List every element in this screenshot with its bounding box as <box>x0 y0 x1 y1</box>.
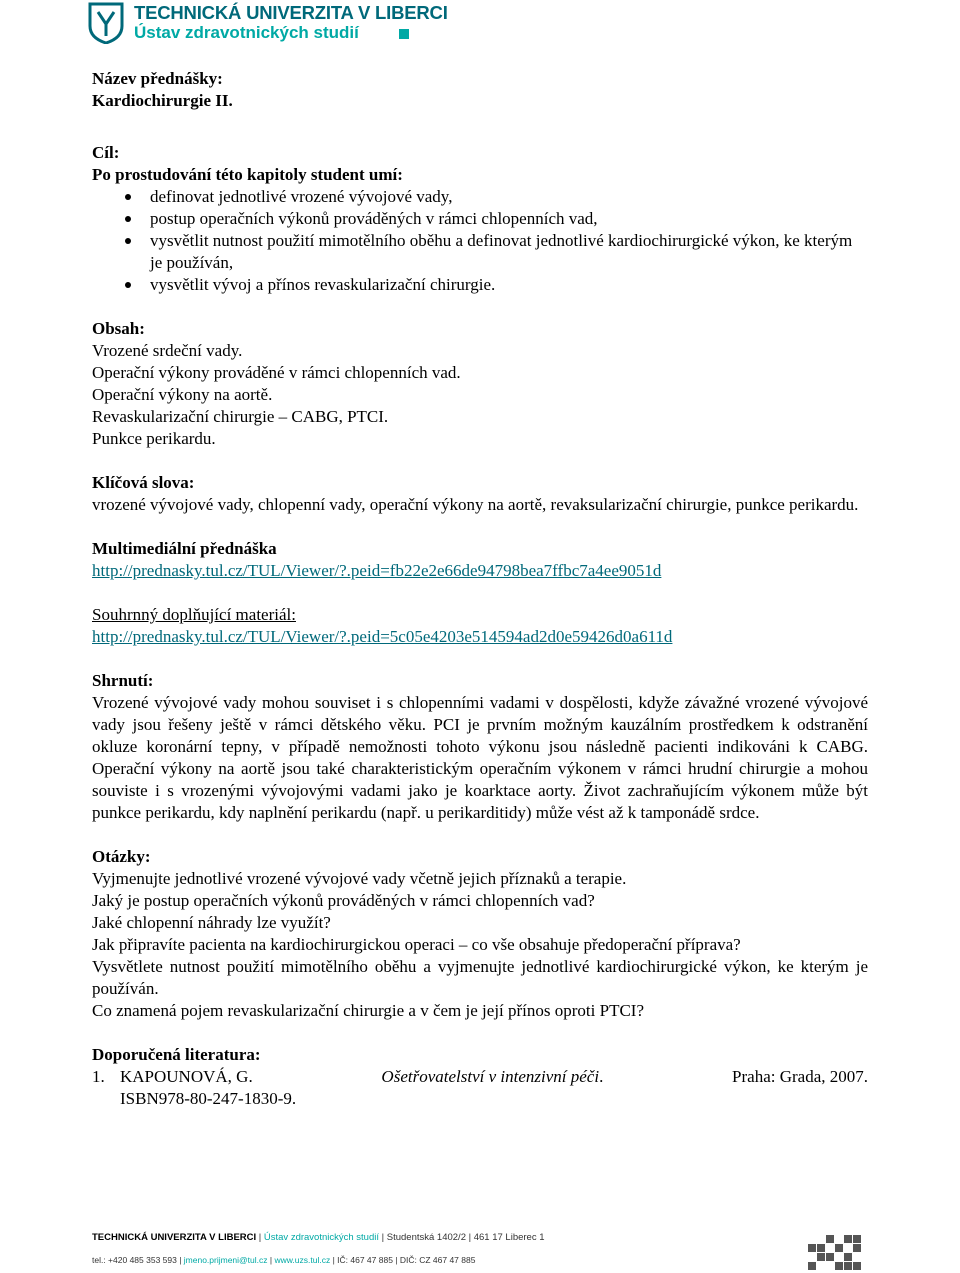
supplement-label: Souhrnný doplňující materiál: <box>92 605 296 624</box>
footer-university: TECHNICKÁ UNIVERZITA V LIBERCI <box>92 1232 257 1243</box>
keywords-section <box>92 472 868 516</box>
summary-text: Vrozené vývojové vady mohou souviset i s chlopenními vadami v dospělosti, kdyže závažné vrozené vývojové vady jsou řešeny ještě v rámci dětského věku. PCI je prvním možným kauzálním prostředkem k odstranění okluze koronární tepny, v případě nemožnosti tohoto výkonu jsou následně pacienti indikováni k CABG. Operační výkony na aortě jsou také charakteristickým operačním výkonem v rámci hrudní chirurgie a mohou souviste i s vrozenými vývojovými vadami jako je koarktace aorty. Život zachraňujícím výkonem může být punkce perikardu, kdy naplnění perikardu (např. u perikarditidy) může vést až k tamponádě srdce. <box>92 693 868 822</box>
goal-label: Cíl: <box>92 143 120 162</box>
footer-address: Studentská 1402/2 <box>386 1232 466 1243</box>
university-emblem-icon <box>88 2 124 44</box>
literature-label: Doporučená literatura: <box>92 1045 261 1064</box>
footer-institute: Ústav zdravotnických studií <box>263 1232 379 1243</box>
footer-ic: IČ: 467 47 885 <box>337 1255 393 1265</box>
footer-web[interactable]: www.uzs.tul.cz <box>274 1255 331 1265</box>
multimedia-label: Multimediální přednáška <box>92 539 277 558</box>
goal-section <box>92 142 868 296</box>
question-item: Vysvětlete nutnost použití mimotělního oběhu a vyjmenujte jednotlivé kardiochirurgické výkon, ke kterým je používán. <box>92 957 868 998</box>
contents-item: Operační výkony prováděné v rámci chlopenních vad. <box>92 363 461 382</box>
header-university-name: TECHNICKÁ UNIVERZITA V LIBERCI <box>134 2 448 23</box>
question-item: Vyjmenujte jednotlivé vrozené vývojové vady včetně jejich příznaků a terapie. <box>92 869 627 888</box>
multimedia-section <box>92 538 868 582</box>
literature-isbn: ISBN978-80-247-1830-9. <box>120 1089 297 1108</box>
goal-item: postup operačních výkonů prováděných v rámci chlopenních vad, <box>92 208 868 230</box>
multimedia-link[interactable]: http://prednasky.tul.cz/TUL/Viewer/?.peid=fb22e2e66de94798bea7ffbc7a4ee9051d <box>92 561 662 580</box>
literature-number: 1. <box>92 1067 105 1086</box>
literature-publisher: Praha: Grada, 2007. <box>732 1067 868 1086</box>
contents-item: Revaskularizační chirurgie – CABG, PTCI. <box>92 407 389 426</box>
contents-item: Punkce perikardu. <box>92 429 216 448</box>
contents-label: Obsah: <box>92 319 145 338</box>
literature-title: Ošetřovatelství v intenzivní péči <box>381 1067 600 1086</box>
keywords-label: Klíčová slova: <box>92 473 195 492</box>
question-item: Jak připravíte pacienta na kardiochirurgickou operaci – co vše obsahuje předoperační příprava? <box>92 935 741 954</box>
goal-item: vysvětlit nutnost použití mimotělního oběhu a definovat jednotlivé kardiochirurgické výkon, ke kterým je používán, <box>92 230 868 274</box>
university-logo <box>88 2 448 46</box>
question-item: Co znamená pojem revaskularizační chirurgie a v čem je její přínos oproti PTCI? <box>92 1001 645 1020</box>
questions-section <box>92 846 868 1022</box>
contents-section <box>92 318 868 450</box>
footer-grid-logo-icon <box>808 1235 862 1271</box>
summary-section <box>92 670 868 824</box>
lecture-section <box>92 68 868 112</box>
questions-label: Otázky: <box>92 847 151 866</box>
contents-item: Operační výkony na aortě. <box>92 385 273 404</box>
goal-intro: Po prostudování této kapitoly student umí: <box>92 165 403 184</box>
summary-label: Shrnutí: <box>92 671 154 690</box>
goal-list <box>92 186 868 296</box>
footer-dic: DIČ: CZ 467 47 885 <box>399 1255 476 1265</box>
goal-item: definovat jednotlivé vrozené vývojové vady, <box>92 186 868 208</box>
literature-item: 1. KAPOUNOVÁ, G. Ošetřovatelství v intenzivní péči. Praha: Grada, 2007. ISBN978-80-247-1830-9. <box>92 1067 868 1108</box>
supplement-link[interactable]: http://prednasky.tul.cz/TUL/Viewer/?.peid=5c05e4203e514594ad2d0e59426d0a611d <box>92 627 673 646</box>
footer-city: 461 17 Liberec 1 <box>473 1232 545 1243</box>
question-item: Jaké chlopenní náhrady lze využít? <box>92 913 331 932</box>
contents-item: Vrozené srdeční vady. <box>92 341 243 360</box>
literature-author: KAPOUNOVÁ, G. <box>120 1067 253 1086</box>
footer-phone: tel.: +420 485 353 593 <box>92 1255 177 1265</box>
lecture-name-label: Název přednášky: <box>92 69 223 88</box>
footer-email[interactable]: jmeno.prijmeni@tul.cz <box>183 1255 268 1265</box>
keywords-text: vrozené vývojové vady, chlopenní vady, operační výkony na aortě, revaksularizační chirurgie, punkce perikardu. <box>92 495 859 514</box>
header-institute-name: Ústav zdravotnických studií <box>134 23 359 42</box>
page-footer: TECHNICKÁ UNIVERZITA V LIBERCI | Ústav zdravotnických studií | Studentská 1402/2 | 461 17 Liberec 1 tel.: +420 485 353 593 | jmeno.prijmeni@tul.cz | www.uzs.tul.cz | IČ: 467 47 885 | DIČ: CZ 467 47 885 <box>0 1232 960 1273</box>
literature-section <box>92 1044 868 1110</box>
supplement-section <box>92 604 868 648</box>
logo-square-icon <box>399 29 409 39</box>
document-body <box>92 68 868 1110</box>
question-item: Jaký je postup operačních výkonů prováděných v rámci chlopenních vad? <box>92 891 595 910</box>
literature-list <box>92 1066 868 1110</box>
goal-item: vysvětlit vývoj a přínos revaskularizační chirurgie. <box>92 274 868 296</box>
lecture-name: Kardiochirurgie II. <box>92 91 233 110</box>
